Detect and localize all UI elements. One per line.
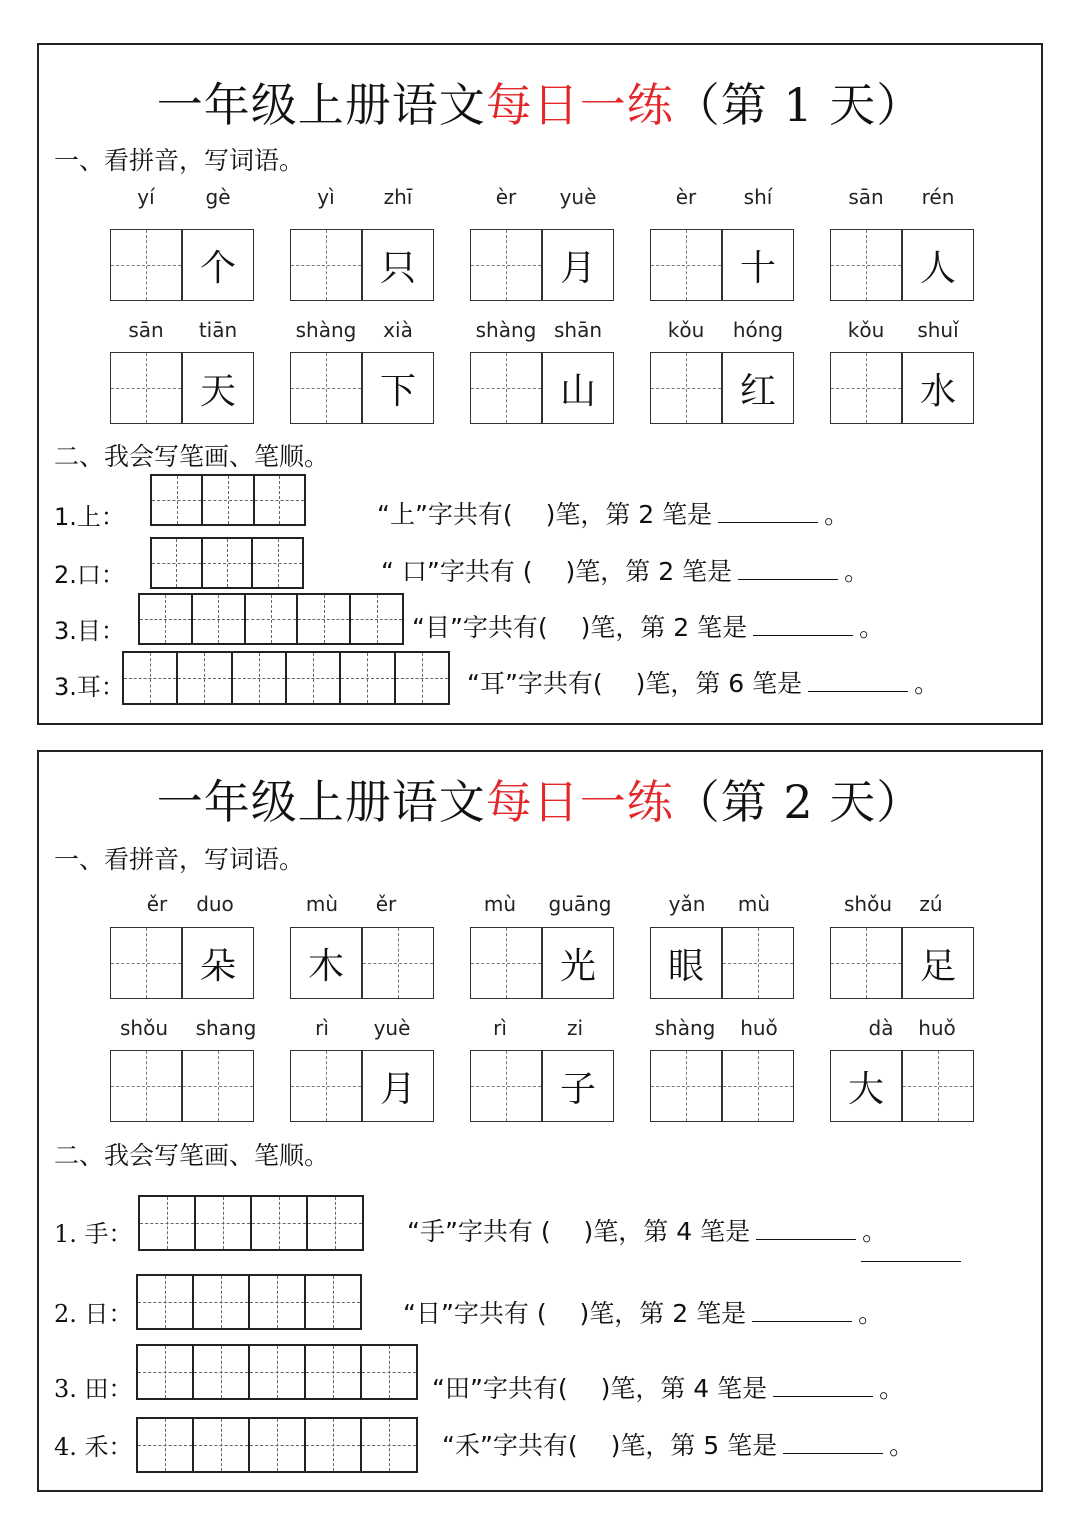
stroke-label: 2. 日： — [54, 1300, 133, 1328]
title-day: （第 2 天） — [673, 775, 924, 829]
stroke-grid[interactable] — [150, 537, 304, 589]
stroke-cell[interactable] — [298, 595, 351, 643]
stroke-cell[interactable] — [396, 653, 448, 703]
writing-cell[interactable] — [830, 927, 902, 999]
stroke-question — [412, 608, 884, 644]
pinyin-syllable: shǒu — [119, 1016, 168, 1040]
answer-blank[interactable] — [773, 1395, 873, 1397]
stroke-cell[interactable] — [246, 595, 299, 643]
writing-cell[interactable] — [902, 927, 974, 999]
writing-cell[interactable] — [542, 352, 614, 424]
pinyin-syllable: kǒu — [847, 318, 885, 342]
worksheet-title — [39, 69, 1041, 135]
worksheet-day-1 — [37, 43, 1043, 725]
stroke-cell[interactable] — [203, 539, 254, 587]
given-character: 下 — [363, 353, 433, 423]
answer-blank[interactable] — [752, 1320, 852, 1322]
given-character: 朵 — [183, 928, 253, 998]
writing-cell[interactable] — [290, 229, 362, 301]
stroke-label: 4. 禾： — [54, 1433, 133, 1461]
section-heading-strokes: 二、我会写笔画、笔顺。 — [54, 1141, 330, 1170]
question-end: 。 — [824, 500, 850, 529]
writing-cell[interactable] — [470, 352, 542, 424]
writing-cell[interactable] — [362, 1050, 434, 1122]
writing-cell[interactable] — [830, 1050, 902, 1122]
pinyin-syllable: shān — [553, 318, 603, 342]
pinyin-syllable: hóng — [732, 318, 784, 342]
stroke-label: 1.上： — [54, 503, 125, 531]
question-text: “日”字共有 ( )笔，第 2 笔是 — [403, 1299, 747, 1328]
given-character: 只 — [363, 230, 433, 300]
stroke-grid[interactable] — [138, 1195, 364, 1251]
writing-cell[interactable] — [362, 352, 434, 424]
pinyin-syllable: shí — [743, 185, 773, 209]
question-text: “手”字共有 ( )笔，第 4 笔是 — [407, 1217, 751, 1246]
stroke-cell[interactable] — [306, 1419, 362, 1471]
given-character: 红 — [723, 353, 793, 423]
answer-blank[interactable] — [738, 578, 838, 580]
answer-blank[interactable] — [808, 690, 908, 692]
title-highlight: 每日一练 — [485, 78, 674, 132]
writing-cell[interactable] — [110, 1050, 182, 1122]
stroke-label: 3.耳： — [54, 673, 125, 701]
pinyin-syllable: shǒu — [843, 892, 892, 916]
writing-cell[interactable] — [902, 229, 974, 301]
pinyin-syllable: duo — [196, 892, 234, 916]
given-character: 眼 — [651, 928, 721, 998]
writing-cell[interactable] — [542, 1050, 614, 1122]
stroke-grid[interactable] — [122, 651, 450, 705]
question-text: “禾”字共有( )笔，第 5 笔是 — [442, 1431, 778, 1460]
stroke-grid[interactable] — [138, 593, 404, 645]
given-character: 十 — [723, 230, 793, 300]
writing-cell[interactable] — [722, 352, 794, 424]
worksheet-title — [39, 766, 1041, 832]
stroke-cell[interactable] — [138, 1346, 194, 1398]
pinyin-syllable: guāng — [548, 892, 612, 916]
stroke-grid[interactable] — [136, 1274, 362, 1330]
pinyin-syllable: ěr — [375, 892, 397, 916]
question-text: “上”字共有( )笔，第 2 笔是 — [377, 500, 713, 529]
writing-cell[interactable] — [902, 1050, 974, 1122]
given-character: 足 — [903, 928, 973, 998]
stroke-question — [377, 495, 849, 531]
answer-blank[interactable] — [753, 634, 853, 636]
pinyin-syllable: yǎn — [668, 892, 706, 916]
writing-cell[interactable] — [290, 1050, 362, 1122]
writing-cell[interactable] — [722, 229, 794, 301]
stroke-question — [381, 552, 869, 588]
pinyin-syllable: rì — [315, 1016, 329, 1040]
answer-blank[interactable] — [718, 521, 818, 523]
stroke-cell[interactable] — [252, 1197, 308, 1249]
writing-cell[interactable] — [362, 927, 434, 999]
stroke-cell[interactable] — [203, 476, 254, 524]
writing-cell[interactable] — [650, 1050, 722, 1122]
writing-cell[interactable] — [110, 229, 182, 301]
pinyin-syllable: dà — [868, 1016, 894, 1040]
pinyin-syllable: sān — [128, 318, 164, 342]
stroke-cell[interactable] — [193, 595, 246, 643]
given-character: 月 — [363, 1051, 433, 1121]
given-character: 人 — [903, 230, 973, 300]
pinyin-syllable: shàng — [295, 318, 357, 342]
stroke-label: 2.口： — [54, 561, 125, 589]
pinyin-syllable: zú — [919, 892, 943, 916]
stroke-cell[interactable] — [250, 1346, 306, 1398]
pinyin-syllable: zi — [566, 1016, 584, 1040]
writing-cell[interactable] — [182, 1050, 254, 1122]
title-day: （第 1 天） — [673, 78, 924, 132]
given-character: 光 — [543, 928, 613, 998]
section-heading-pinyin: 一、看拼音，写词语。 — [54, 146, 305, 175]
given-character: 大 — [831, 1051, 901, 1121]
question-end: 。 — [914, 669, 940, 698]
stroke-cell[interactable] — [308, 1197, 362, 1249]
pinyin-syllable: shang — [195, 1016, 257, 1040]
pinyin-syllable: mù — [305, 892, 339, 916]
writing-cell[interactable] — [650, 352, 722, 424]
question-end: 。 — [879, 1374, 905, 1403]
pinyin-syllable: shuǐ — [917, 318, 959, 342]
question-end: 。 — [889, 1431, 915, 1460]
pinyin-syllable: shàng — [475, 318, 537, 342]
writing-cell[interactable] — [110, 927, 182, 999]
writing-cell[interactable] — [182, 352, 254, 424]
stroke-cell[interactable] — [351, 595, 402, 643]
stroke-cell[interactable] — [341, 653, 395, 703]
stroke-cell[interactable] — [306, 1346, 362, 1398]
pinyin-syllable: ěr — [146, 892, 168, 916]
worksheet-day-2 — [37, 750, 1043, 1492]
writing-cell[interactable] — [722, 927, 794, 999]
stroke-cell[interactable] — [287, 653, 341, 703]
writing-cell[interactable] — [362, 229, 434, 301]
pinyin-syllable: sān — [848, 185, 884, 209]
answer-blank[interactable] — [756, 1238, 856, 1240]
stroke-question — [432, 1369, 904, 1405]
question-end: 。 — [844, 557, 870, 586]
stroke-cell[interactable] — [362, 1346, 416, 1398]
question-text: “目”字共有( )笔，第 2 笔是 — [412, 613, 748, 642]
stroke-cell[interactable] — [250, 1419, 306, 1471]
writing-cell[interactable] — [902, 352, 974, 424]
writing-cell[interactable] — [470, 1050, 542, 1122]
pinyin-syllable: xià — [383, 318, 413, 342]
pinyin-syllable: kǒu — [667, 318, 705, 342]
stroke-cell[interactable] — [194, 1346, 250, 1398]
writing-cell[interactable] — [722, 1050, 794, 1122]
given-character: 天 — [183, 353, 253, 423]
stroke-cell[interactable] — [124, 653, 178, 703]
stroke-cell[interactable] — [152, 476, 203, 524]
stroke-cell[interactable] — [255, 476, 304, 524]
question-end: 。 — [858, 1299, 884, 1328]
writing-cell[interactable] — [650, 927, 722, 999]
given-character: 木 — [291, 928, 361, 998]
writing-cell[interactable] — [650, 229, 722, 301]
stroke-cell[interactable] — [138, 1419, 194, 1471]
answer-blank[interactable] — [783, 1452, 883, 1454]
stroke-cell[interactable] — [250, 1276, 306, 1328]
question-end: 。 — [862, 1217, 888, 1246]
writing-cell[interactable] — [290, 927, 362, 999]
stroke-grid[interactable] — [136, 1417, 418, 1473]
pinyin-syllable: zhī — [383, 185, 413, 209]
stroke-cell[interactable] — [178, 653, 232, 703]
stroke-cell[interactable] — [253, 539, 302, 587]
pinyin-syllable: huǒ — [740, 1016, 778, 1040]
given-character: 山 — [543, 353, 613, 423]
stroke-question — [403, 1294, 883, 1330]
title-main: 一年级上册语文 — [156, 78, 486, 132]
stroke-label: 3.目： — [54, 617, 125, 645]
stroke-question — [407, 1212, 887, 1248]
stroke-cell[interactable] — [196, 1197, 252, 1249]
section-heading-pinyin: 一、看拼音，写词语。 — [54, 845, 305, 874]
stroke-cell[interactable] — [140, 1197, 196, 1249]
question-text: “耳”字共有( )笔，第 6 笔是 — [467, 669, 803, 698]
question-text: “田”字共有( )笔，第 4 笔是 — [432, 1374, 768, 1403]
stroke-cell[interactable] — [194, 1419, 250, 1471]
stroke-cell[interactable] — [152, 539, 203, 587]
question-text: “ 口”字共有 ( )笔，第 2 笔是 — [381, 557, 733, 586]
writing-cell[interactable] — [542, 229, 614, 301]
stroke-grid[interactable] — [150, 474, 306, 526]
pinyin-syllable: gè — [205, 185, 231, 209]
writing-cell[interactable] — [182, 927, 254, 999]
stroke-question — [467, 664, 939, 700]
pinyin-syllable: rì — [493, 1016, 507, 1040]
writing-cell[interactable] — [182, 229, 254, 301]
pinyin-syllable: rén — [921, 185, 955, 209]
pinyin-syllable: yuè — [373, 1016, 411, 1040]
stroke-label: 3. 田： — [54, 1375, 133, 1403]
stroke-cell[interactable] — [140, 595, 193, 643]
pinyin-syllable: èr — [495, 185, 517, 209]
pinyin-syllable: èr — [675, 185, 697, 209]
pinyin-syllable: yuè — [559, 185, 597, 209]
writing-cell[interactable] — [470, 229, 542, 301]
given-character: 月 — [543, 230, 613, 300]
question-end: 。 — [859, 613, 885, 642]
writing-cell[interactable] — [830, 352, 902, 424]
section-heading-strokes: 二、我会写笔画、笔顺。 — [54, 442, 330, 471]
stroke-grid[interactable] — [136, 1344, 418, 1400]
stroke-question — [442, 1426, 914, 1462]
title-highlight: 每日一练 — [485, 775, 674, 829]
given-character: 子 — [543, 1051, 613, 1121]
stroke-cell[interactable] — [306, 1276, 360, 1328]
pinyin-syllable: mù — [737, 892, 771, 916]
given-character: 个 — [183, 230, 253, 300]
stroke-cell[interactable] — [138, 1276, 194, 1328]
writing-cell[interactable] — [470, 927, 542, 999]
writing-cell[interactable] — [542, 927, 614, 999]
given-character: 水 — [903, 353, 973, 423]
stroke-cell[interactable] — [194, 1276, 250, 1328]
pinyin-syllable: mù — [483, 892, 517, 916]
answer-line[interactable] — [861, 1261, 961, 1262]
title-main: 一年级上册语文 — [156, 775, 486, 829]
pinyin-syllable: yí — [137, 185, 155, 209]
writing-cell[interactable] — [830, 229, 902, 301]
stroke-label: 1. 手： — [54, 1220, 133, 1248]
pinyin-syllable: yì — [317, 185, 335, 209]
writing-cell[interactable] — [110, 352, 182, 424]
stroke-cell[interactable] — [362, 1419, 416, 1471]
pinyin-syllable: shàng — [654, 1016, 716, 1040]
pinyin-syllable: tiān — [198, 318, 238, 342]
writing-cell[interactable] — [290, 352, 362, 424]
pinyin-syllable: huǒ — [918, 1016, 956, 1040]
stroke-cell[interactable] — [233, 653, 287, 703]
